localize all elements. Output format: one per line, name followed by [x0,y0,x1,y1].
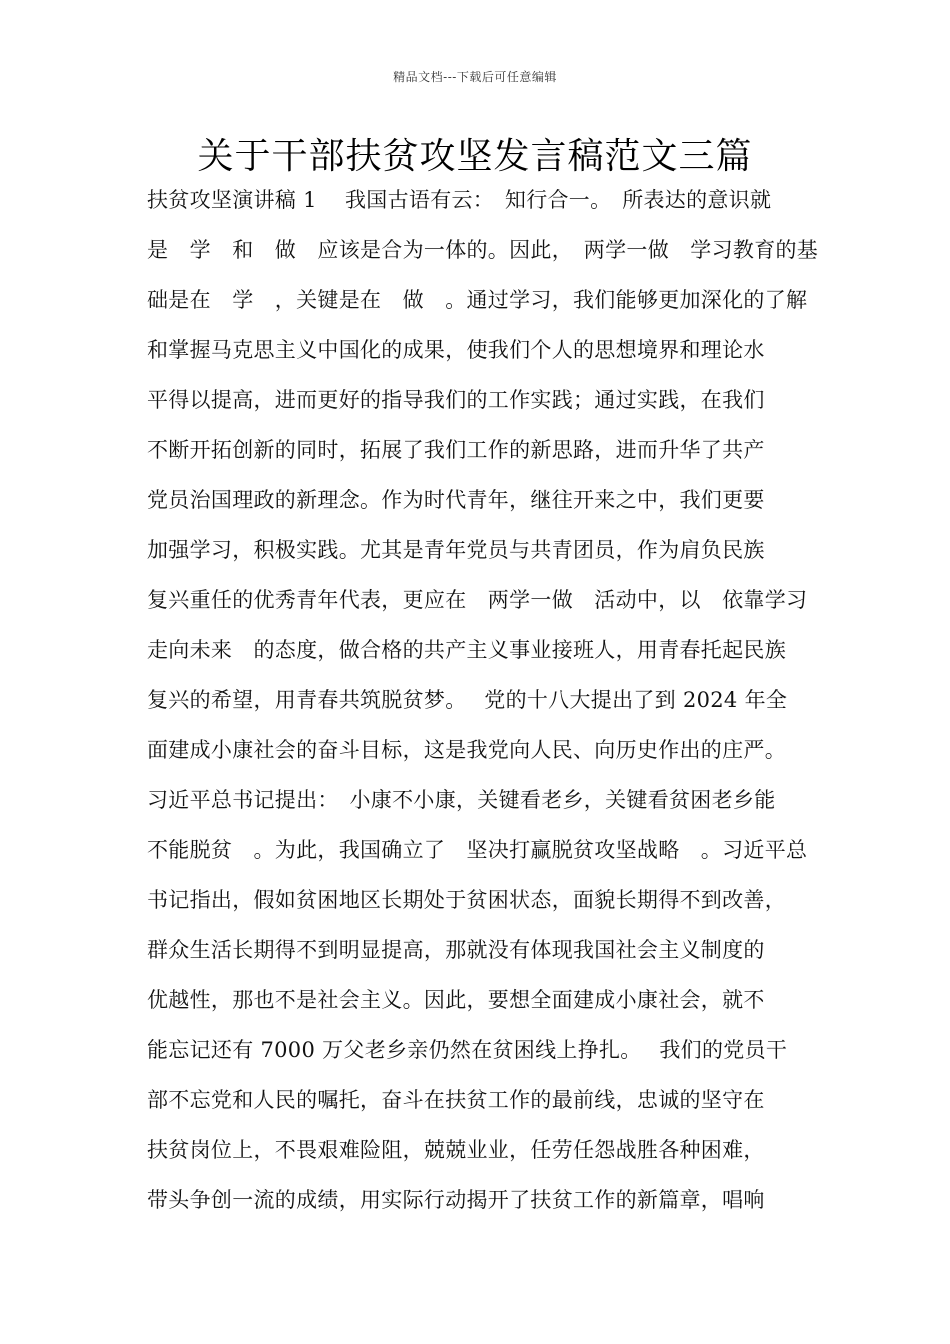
text-line: 党员治国理政的新理念。作为时代青年，继往开来之中，我们更要 [147,488,765,512]
text-line: 础是在 学 ，关键是在 做 。通过学习，我们能够更加深化的了解 [147,288,808,312]
text-line: 扶贫攻坚演讲稿 1 我国古语有云： 知行合一。 所表达的意识就 [147,188,772,212]
text-line: 优越性，那也不是社会主义。因此，要想全面建成小康社会，就不 [147,988,765,1012]
header-note: 精品文档---下载后可任意编辑 [393,70,557,84]
text-line: 群众生活长期得不到明显提高，那就没有体现我国社会主义制度的 [147,938,765,962]
text-line: 复兴重任的优秀青年代表，更应在 两学一做 活动中，以 依靠学习 [147,588,808,612]
body-text [147,180,827,1230]
text-line: 不断开拓创新的同时，拓展了我们工作的新思路，进而升华了共产 [147,438,765,462]
text-line: 复兴的希望，用青春共筑脱贫梦。 党的十八大提出了到 2024 年全 [147,688,788,712]
text-line: 加强学习，积极实践。尤其是青年党员与共青团员，作为肩负民族 [147,538,765,562]
text-line: 部不忘党和人民的嘱托，奋斗在扶贫工作的最前线，忠诚的坚守在 [147,1088,765,1112]
text-line: 习近平总书记提出： 小康不小康，关键看老乡，关键看贫困老乡能 [147,788,776,812]
text-line: 不能脱贫 。为此，我国确立了 坚决打赢脱贫攻坚战略 。习近平总 [147,838,808,862]
document-title: 关于干部扶贫攻坚发言稿范文三篇 [197,136,753,177]
text-line: 是 学 和 做 应该是合为一体的。因此， 两学一做 学习教育的基 [147,238,819,262]
text-line: 和掌握马克思主义中国化的成果，使我们个人的思想境界和理论水 [147,338,765,362]
text-line: 能忘记还有 7000 万父老乡亲仍然在贫困线上挣扎。 我们的党员干 [147,1038,788,1062]
text-line: 走向未来 的态度，做合格的共产主义事业接班人，用青春托起民族 [147,638,786,662]
text-line: 扶贫岗位上，不畏艰难险阻，兢兢业业，任劳任怨战胜各种困难， [147,1138,765,1162]
text-line: 面建成小康社会的奋斗目标，这是我党向人民、向历史作出的庄严。 [147,738,786,762]
text-line: 书记指出，假如贫困地区长期处于贫困状态，面貌长期得不到改善， [147,888,786,912]
text-line: 带头争创一流的成绩，用实际行动揭开了扶贫工作的新篇章，唱响 [147,1188,765,1212]
text-line: 平得以提高，进而更好的指导我们的工作实践；通过实践，在我们 [147,388,765,412]
